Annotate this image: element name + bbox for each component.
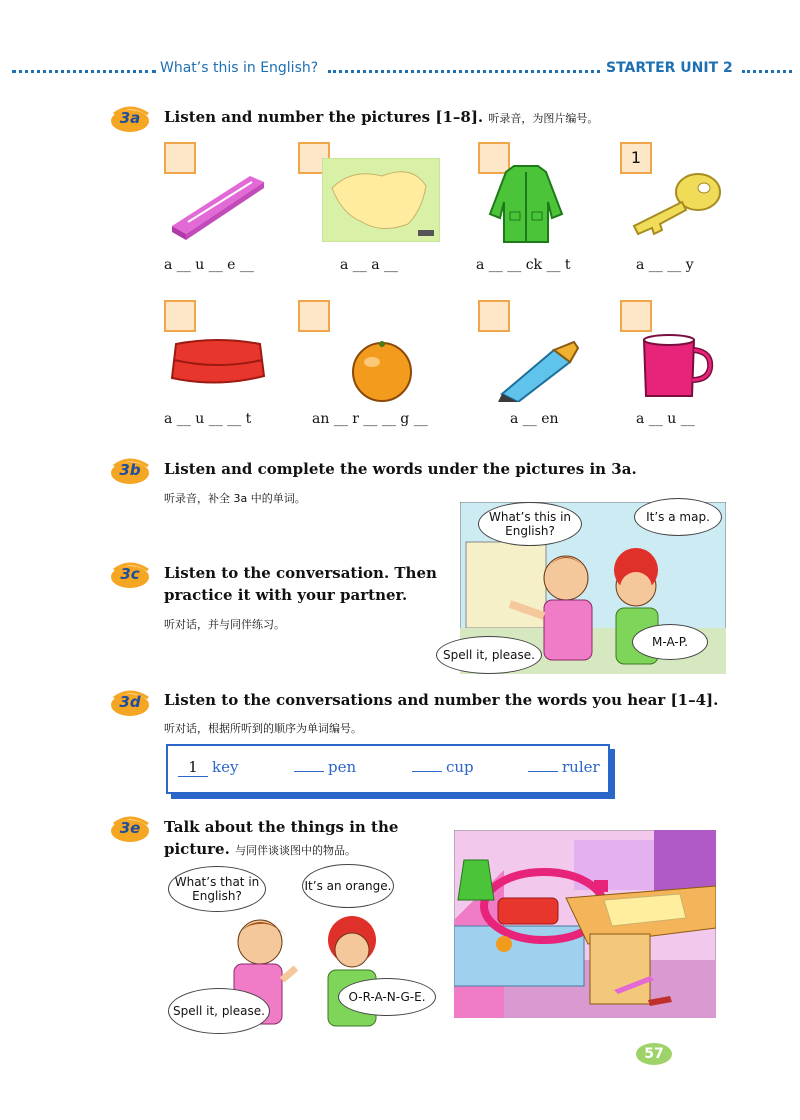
pen-icon [496,340,580,402]
instruction-3c-line2: practice it with your partner. [164,586,408,604]
instruction-3c-line1: Listen to the conversation. Then [164,564,437,582]
key-icon [628,168,724,236]
instruction-3a: Listen and number the pictures [1–8]. 听录音，为图片编号。 [164,108,599,126]
ruler-icon [168,168,268,240]
page-header [0,56,800,86]
word-blank-7: a __ en [510,411,559,427]
badge-3e: 3e [108,814,152,844]
badge-3d: 3d [108,688,152,718]
instruction-3b-zh: 听录音，补全 3a 中的单词。 [164,492,306,505]
jacket-icon [488,162,564,244]
speech-bubble-3c-1: What’s this in English? [478,502,582,546]
instruction-3e-line1: Talk about the things in the [164,818,399,836]
number-blank-4[interactable] [528,771,558,772]
cup-icon [640,334,716,400]
word-list-3d [166,744,610,794]
instruction-3e-line2: picture. 与同伴谈谈图中的物品。 [164,840,357,858]
speech-bubble-3c-3: Spell it, please. [436,636,542,674]
word-blank-4: a __ __ y [636,257,694,273]
header-dots-right [742,70,792,73]
badge-3b: 3b [108,456,152,486]
header-dots-middle [328,70,600,73]
word-item-2: pen [294,758,356,776]
bedroom-scene-3e [454,830,716,1018]
number-box-7[interactable] [478,300,510,332]
header-unit: STARTER UNIT 2 [606,60,733,76]
word-item-4: ruler [528,758,600,776]
header-title: What’s this in English? [160,60,319,76]
word-blank-3: a __ __ ck __ t [476,257,571,273]
page-number: 57 [636,1043,672,1065]
speech-bubble-3e-1: What’s that in English? [168,866,266,912]
instruction-3d: Listen to the conversations and number the words you hear [1–4]. [164,691,719,709]
number-box-8[interactable] [620,300,652,332]
word-item-1: 1 key [178,758,238,777]
badge-3c: 3c [108,560,152,590]
orange-icon [348,338,416,402]
speech-bubble-3e-3: Spell it, please. [168,988,270,1034]
instruction-3c-zh: 听对话，并与同伴练习。 [164,618,285,631]
word-item-3: cup [412,758,474,776]
number-blank-1[interactable]: 1 [178,758,208,777]
instruction-3d-zh: 听对话，根据所听到的顺序为单词编号。 [164,722,362,735]
number-box-4[interactable]: 1 [620,142,652,174]
speech-bubble-3c-4: M-A-P. [632,624,708,660]
speech-bubble-3c-2: It’s a map. [634,498,722,536]
word-blank-8: a __ u __ [636,411,695,427]
word-blank-2: a __ a __ [340,257,399,273]
map-icon [322,158,440,242]
number-box-5[interactable] [164,300,196,332]
word-blank-1: a __ u __ e __ [164,257,254,273]
number-blank-2[interactable] [294,771,324,772]
speech-bubble-3e-2: It’s an orange. [302,864,394,908]
number-blank-3[interactable] [412,771,442,772]
word-blank-5: a __ u __ __ t [164,411,252,427]
header-dots-left [12,70,156,73]
word-blank-6: an __ r __ __ g __ [312,411,428,427]
instruction-3b: Listen and complete the words under the pictures in 3a. [164,460,637,478]
quilt-icon [168,336,266,390]
number-box-6[interactable] [298,300,330,332]
badge-3a: 3a [108,104,152,134]
speech-bubble-3e-4: O-R-A-N-G-E. [338,978,436,1016]
